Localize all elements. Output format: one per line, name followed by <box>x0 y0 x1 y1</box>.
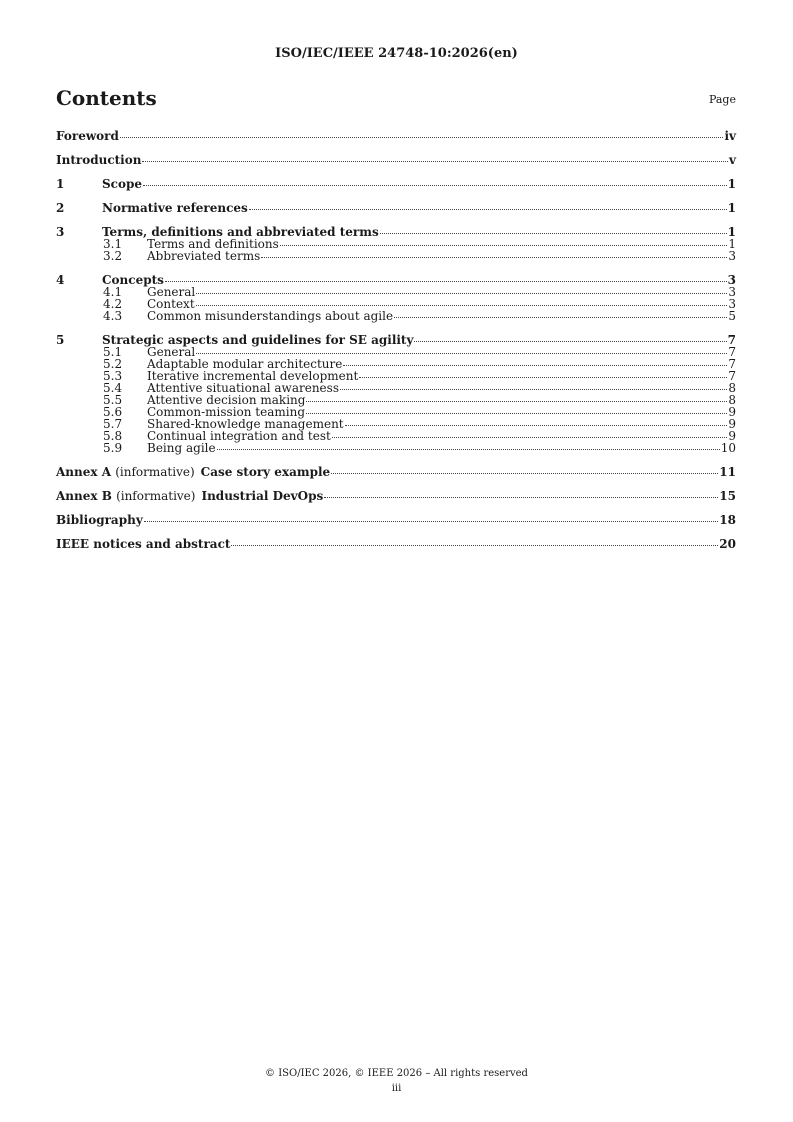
toc-entry-title: IEEE notices and abstract <box>56 537 231 551</box>
dot-leader <box>165 281 727 282</box>
toc-entry-title: Industrial DevOps <box>201 489 324 503</box>
toc-entry[interactable] <box>56 514 736 526</box>
toc-entry-page: 3 <box>727 273 736 287</box>
dot-leader <box>394 317 727 318</box>
toc-subentry-page: 8 <box>728 393 736 407</box>
toc-annex-title <box>56 490 323 502</box>
toc-subentry[interactable] <box>56 310 736 322</box>
toc-annex-title <box>56 466 330 478</box>
toc-entry-title: Normative references <box>102 201 248 215</box>
toc-subentry[interactable] <box>56 442 736 454</box>
dot-leader <box>306 413 727 414</box>
dot-leader <box>144 521 719 522</box>
toc-entry[interactable] <box>56 538 736 550</box>
toc-entry-page: v <box>729 153 736 167</box>
toc-subentry-page: 5 <box>728 309 736 323</box>
toc-entry-page: iv <box>724 129 736 143</box>
dot-leader <box>343 365 727 366</box>
toc-subentry-number: 4.1 <box>103 285 123 299</box>
toc-entry[interactable] <box>56 130 736 142</box>
toc-subentry-title: Attentive decision making <box>147 393 306 407</box>
toc-subentry-page: 7 <box>728 369 736 383</box>
copyright-notice: © ISO/IEC 2026, © IEEE 2026 – All rights reserved <box>265 1068 528 1079</box>
toc-entry[interactable] <box>56 490 736 502</box>
document-identifier: ISO/IEC/IEEE 24748-10:2026(en) <box>275 46 518 61</box>
toc-subentry-number: 5.1 <box>103 345 123 359</box>
dot-leader <box>345 425 728 426</box>
dot-leader <box>414 341 726 342</box>
toc-entry-page: 11 <box>719 465 736 479</box>
toc-subentry-page: 7 <box>728 357 736 371</box>
dot-leader <box>332 437 728 438</box>
toc-subentry-number: 5.7 <box>103 417 123 431</box>
toc-subentry-page: 8 <box>728 381 736 395</box>
toc-subentry-title: Continual integration and test <box>147 429 331 443</box>
toc-subentry-title: Attentive situational awareness <box>147 381 339 395</box>
dot-leader <box>120 137 724 138</box>
toc-subentry-title: Iterative incremental development <box>147 369 359 383</box>
toc-entry-title: Strategic aspects and guidelines for SE agility <box>102 333 414 347</box>
table-of-contents <box>56 128 736 550</box>
toc-subentry-title: Terms and definitions <box>147 237 279 251</box>
toc-subentry-number: 5.3 <box>103 369 123 383</box>
toc-subentry-number: 3.2 <box>103 249 123 263</box>
toc-entry-number: 5 <box>56 333 65 347</box>
dot-leader <box>142 161 728 162</box>
toc-entry[interactable] <box>56 202 736 214</box>
toc-subentry-title: Abbreviated terms <box>147 249 261 263</box>
toc-subentry-title: Shared-knowledge management <box>147 417 344 431</box>
dot-leader <box>261 257 727 258</box>
dot-leader <box>280 245 728 246</box>
toc-subentry-page: 7 <box>728 345 736 359</box>
toc-entry-number: 1 <box>56 177 65 191</box>
toc-entry-page: 1 <box>727 225 736 239</box>
page-footer <box>0 1066 793 1096</box>
toc-entry[interactable] <box>56 466 736 478</box>
page-number: iii <box>391 1083 402 1094</box>
toc-entry-title: Concepts <box>102 273 164 287</box>
annex-type: (informative) <box>116 489 196 503</box>
dot-leader <box>249 209 727 210</box>
toc-subentry[interactable] <box>56 250 736 262</box>
dot-leader <box>231 545 718 546</box>
toc-subentry-title: Common-mission teaming <box>147 405 306 419</box>
dot-leader <box>306 401 727 402</box>
toc-entry-title: Case story example <box>200 465 331 479</box>
toc-subentry-title: Adaptable modular architecture <box>147 357 343 371</box>
toc-subentry-title: Context <box>147 297 195 311</box>
toc-subentry-title: General <box>147 285 196 299</box>
toc-subentry-number: 5.4 <box>103 381 123 395</box>
toc-subentry-title: Common misunderstandings about agile <box>147 309 394 323</box>
toc-subentry-number: 5.5 <box>103 393 123 407</box>
page-column-label: Page <box>708 93 736 106</box>
toc-subentry-number: 4.2 <box>103 297 123 311</box>
toc-subentry-number: 5.2 <box>103 357 123 371</box>
toc-entry-page: 18 <box>719 513 736 527</box>
toc-subentry-number: 4.3 <box>103 309 123 323</box>
toc-entry-title: Scope <box>102 177 143 191</box>
toc-entry-page: 7 <box>727 333 736 347</box>
toc-entry-number: 3 <box>56 225 65 239</box>
toc-entry-page: 1 <box>727 177 736 191</box>
dot-leader <box>196 305 728 306</box>
toc-subentry-title: Being agile <box>147 441 216 455</box>
dot-leader <box>331 473 718 474</box>
toc-subentry-number: 5.6 <box>103 405 123 419</box>
toc-subentry-number: 5.9 <box>103 441 123 455</box>
toc-entry-page: 15 <box>719 489 736 503</box>
dot-leader <box>340 389 727 390</box>
dot-leader <box>217 449 720 450</box>
annex-label: Annex A <box>56 465 112 479</box>
toc-entry-page: 20 <box>719 537 736 551</box>
toc-subentry-page: 3 <box>728 249 736 263</box>
dot-leader <box>359 377 727 378</box>
toc-entry[interactable] <box>56 178 736 190</box>
toc-entry-page: 1 <box>727 201 736 215</box>
toc-subentry-title: General <box>147 345 196 359</box>
dot-leader <box>196 293 727 294</box>
toc-subentry-page: 9 <box>728 417 736 431</box>
toc-entry-title: Bibliography <box>56 513 143 527</box>
toc-entry-title: Foreword <box>56 129 119 143</box>
dot-leader <box>380 233 727 234</box>
toc-subentry-page: 1 <box>728 237 736 251</box>
annex-label: Annex B <box>56 489 112 503</box>
toc-subentry-page: 9 <box>728 405 736 419</box>
toc-subentry-page: 3 <box>728 285 736 299</box>
toc-subentry-number: 5.8 <box>103 429 123 443</box>
toc-entry[interactable] <box>56 154 736 166</box>
toc-subentry-page: 9 <box>728 429 736 443</box>
dot-leader <box>143 185 727 186</box>
toc-entry-title: Introduction <box>56 153 142 167</box>
toc-entry-title: Terms, definitions and abbreviated terms <box>102 225 379 239</box>
dot-leader <box>324 497 718 498</box>
toc-subentry-page: 10 <box>720 441 736 455</box>
dot-leader <box>196 353 727 354</box>
toc-entry-number: 2 <box>56 201 65 215</box>
toc-subentry-number: 3.1 <box>103 237 123 251</box>
annex-type: (informative) <box>115 465 195 479</box>
toc-subentry-page: 3 <box>728 297 736 311</box>
toc-entry-number: 4 <box>56 273 65 287</box>
page-title: Contents <box>56 86 157 110</box>
